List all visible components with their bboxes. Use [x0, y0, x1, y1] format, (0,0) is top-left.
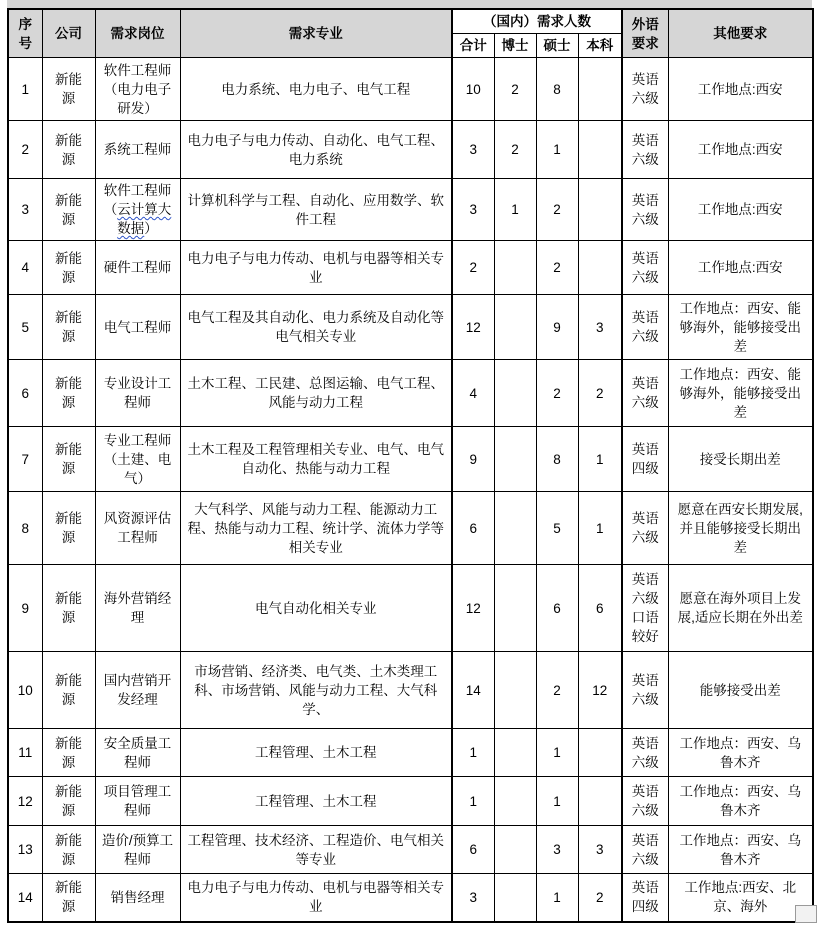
table-row — [8, 492, 813, 565]
header-demand-group: （国内）需求人数 — [452, 9, 622, 34]
cell-language: 英语六级 — [622, 826, 668, 874]
cell-phd — [494, 565, 536, 652]
cell-major: 电力电子与电力传动、电机与电器等相关专业 — [180, 874, 452, 922]
cell-master: 1 — [536, 729, 578, 777]
cell-phd — [494, 777, 536, 826]
position-text: ） — [144, 221, 158, 236]
cell-no: 1 — [8, 58, 42, 121]
cell-other: 工作地点:西安 — [668, 58, 813, 121]
cell-major: 计算机科学与工程、自动化、应用数学、软件工程 — [180, 179, 452, 241]
cell-company: 新能源 — [42, 826, 95, 874]
cell-master: 3 — [536, 826, 578, 874]
header-total: 合计 — [452, 34, 494, 58]
cell-language: 英语六级 — [622, 121, 668, 179]
cell-bachelor: 12 — [578, 652, 622, 729]
cell-phd — [494, 729, 536, 777]
cell-no: 11 — [8, 729, 42, 777]
cell-total: 14 — [452, 652, 494, 729]
cell-other: 工作地点：西安、能够海外，能够接受出差 — [668, 295, 813, 360]
cell-position: 项目管理工程师 — [95, 777, 180, 826]
header-company: 公司 — [42, 9, 95, 58]
cell-no: 3 — [8, 179, 42, 241]
header-bachelor: 本科 — [578, 34, 622, 58]
cell-other: 工作地点：西安、乌鲁木齐 — [668, 777, 813, 826]
cell-phd: 1 — [494, 179, 536, 241]
table-row — [8, 179, 813, 241]
cell-company: 新能源 — [42, 360, 95, 427]
cell-phd: 2 — [494, 121, 536, 179]
cell-position: 安全质量工程师 — [95, 729, 180, 777]
cell-bachelor: 2 — [578, 360, 622, 427]
cell-position — [95, 179, 180, 241]
cell-no: 10 — [8, 652, 42, 729]
cell-total: 1 — [452, 777, 494, 826]
cell-position: 软件工程师（电力电子研发） — [95, 58, 180, 121]
cell-master: 2 — [536, 179, 578, 241]
table-header — [8, 9, 813, 58]
cell-language: 英语四级 — [622, 427, 668, 492]
table-row — [8, 652, 813, 729]
table-row — [8, 427, 813, 492]
position-text: 软件工程师（ — [103, 183, 172, 217]
cell-position: 造价/预算工程师 — [95, 826, 180, 874]
table-row — [8, 58, 813, 121]
cell-position: 销售经理 — [95, 874, 180, 922]
cell-bachelor — [578, 179, 622, 241]
table-row — [8, 360, 813, 427]
cell-company: 新能源 — [42, 241, 95, 295]
cell-no: 5 — [8, 295, 42, 360]
cell-phd — [494, 492, 536, 565]
cell-total: 6 — [452, 826, 494, 874]
cell-major: 市场营销、经济类、电气类、土木类理工科、市场营销、风能与动力工程、大气科学、 — [180, 652, 452, 729]
header-row-1 — [8, 9, 813, 34]
cell-no: 8 — [8, 492, 42, 565]
cell-master: 2 — [536, 241, 578, 295]
cell-bachelor — [578, 729, 622, 777]
cell-company: 新能源 — [42, 729, 95, 777]
cell-language: 英语六级口语较好 — [622, 565, 668, 652]
cell-total: 12 — [452, 295, 494, 360]
cell-major: 土木工程及工程管理相关专业、电气、电气自动化、热能与动力工程 — [180, 427, 452, 492]
cell-master: 1 — [536, 777, 578, 826]
recruitment-table — [7, 8, 814, 923]
cell-master: 2 — [536, 360, 578, 427]
cell-company: 新能源 — [42, 565, 95, 652]
cell-no: 14 — [8, 874, 42, 922]
cell-master: 1 — [536, 874, 578, 922]
cell-other: 工作地点:西安 — [668, 179, 813, 241]
cell-position: 系统工程师 — [95, 121, 180, 179]
cell-company: 新能源 — [42, 58, 95, 121]
cell-no: 2 — [8, 121, 42, 179]
cell-language: 英语四级 — [622, 874, 668, 922]
cell-company: 新能源 — [42, 652, 95, 729]
table-row — [8, 241, 813, 295]
cell-phd — [494, 295, 536, 360]
table-resize-handle[interactable] — [795, 905, 817, 923]
cell-master: 9 — [536, 295, 578, 360]
cell-language: 英语六级 — [622, 241, 668, 295]
cell-major: 电力电子与电力传动、电机与电器等相关专业 — [180, 241, 452, 295]
cell-position: 海外营销经理 — [95, 565, 180, 652]
cell-bachelor — [578, 58, 622, 121]
table-row — [8, 565, 813, 652]
cell-bachelor: 2 — [578, 874, 622, 922]
cell-major: 工程管理、土木工程 — [180, 777, 452, 826]
cell-language: 英语六级 — [622, 492, 668, 565]
cell-company: 新能源 — [42, 179, 95, 241]
cell-language: 英语六级 — [622, 652, 668, 729]
cell-master: 8 — [536, 58, 578, 121]
cell-language: 英语六级 — [622, 729, 668, 777]
cell-bachelor: 1 — [578, 492, 622, 565]
table-row — [8, 295, 813, 360]
cell-company: 新能源 — [42, 492, 95, 565]
cell-major: 大气科学、风能与动力工程、能源动力工程、热能与动力工程、统计学、流体力学等相关专业 — [180, 492, 452, 565]
cell-no: 13 — [8, 826, 42, 874]
cell-other: 工作地点:西安 — [668, 241, 813, 295]
cell-language: 英语六级 — [622, 58, 668, 121]
cell-major: 电力电子与电力传动、自动化、电气工程、电力系统 — [180, 121, 452, 179]
cell-company: 新能源 — [42, 874, 95, 922]
header-major: 需求专业 — [180, 9, 452, 58]
cell-total: 6 — [452, 492, 494, 565]
cell-major: 电气自动化相关专业 — [180, 565, 452, 652]
cell-total: 1 — [452, 729, 494, 777]
table-row — [8, 729, 813, 777]
cell-position: 专业工程师（土建、电气） — [95, 427, 180, 492]
cell-position: 国内营销开发经理 — [95, 652, 180, 729]
cell-major: 工程管理、土木工程 — [180, 729, 452, 777]
cell-master: 2 — [536, 652, 578, 729]
cell-phd — [494, 427, 536, 492]
cell-language: 英语六级 — [622, 179, 668, 241]
cell-phd: 2 — [494, 58, 536, 121]
cell-language: 英语六级 — [622, 360, 668, 427]
cell-other: 工作地点：西安、乌鲁木齐 — [668, 826, 813, 874]
cell-bachelor: 6 — [578, 565, 622, 652]
cell-company: 新能源 — [42, 427, 95, 492]
table-row — [8, 826, 813, 874]
cell-other: 能够接受出差 — [668, 652, 813, 729]
cell-total: 10 — [452, 58, 494, 121]
cell-phd — [494, 826, 536, 874]
cell-other: 工作地点：西安、乌鲁木齐 — [668, 729, 813, 777]
cell-position: 专业设计工程师 — [95, 360, 180, 427]
cell-total: 9 — [452, 427, 494, 492]
cell-major: 电气工程及其自动化、电力系统及自动化等电气相关专业 — [180, 295, 452, 360]
cell-total: 3 — [452, 179, 494, 241]
cell-master: 8 — [536, 427, 578, 492]
cell-master: 1 — [536, 121, 578, 179]
cell-language: 英语六级 — [622, 777, 668, 826]
cell-master: 6 — [536, 565, 578, 652]
cell-major: 电力系统、电力电子、电气工程 — [180, 58, 452, 121]
header-language: 外语要求 — [622, 9, 668, 58]
cell-master: 5 — [536, 492, 578, 565]
cell-bachelor: 1 — [578, 427, 622, 492]
cell-total: 12 — [452, 565, 494, 652]
misspelled-text-wavy-underline: 云计算大数据 — [117, 202, 172, 236]
cell-position: 电气工程师 — [95, 295, 180, 360]
header-phd: 博士 — [494, 34, 536, 58]
table-row — [8, 874, 813, 922]
cell-total: 2 — [452, 241, 494, 295]
header-master: 硕士 — [536, 34, 578, 58]
cell-position: 风资源评估工程师 — [95, 492, 180, 565]
cell-bachelor — [578, 121, 622, 179]
cell-major: 土木工程、工民建、总图运输、电气工程、风能与动力工程 — [180, 360, 452, 427]
cell-phd — [494, 652, 536, 729]
table-body — [8, 58, 813, 922]
cell-no: 12 — [8, 777, 42, 826]
cell-other: 工作地点：西安、能够海外，能够接受出差 — [668, 360, 813, 427]
cell-phd — [494, 874, 536, 922]
cell-total: 3 — [452, 121, 494, 179]
cell-other: 愿意在海外项目上发展,适应长期在外出差 — [668, 565, 813, 652]
table-row — [8, 121, 813, 179]
cell-bachelor: 3 — [578, 826, 622, 874]
cell-phd — [494, 241, 536, 295]
cropped-row-above — [7, 0, 812, 8]
cell-no: 6 — [8, 360, 42, 427]
cell-phd — [494, 360, 536, 427]
cell-other: 工作地点:西安 — [668, 121, 813, 179]
cell-language: 英语六级 — [622, 295, 668, 360]
cell-other: 愿意在西安长期发展,并且能够接受长期出差 — [668, 492, 813, 565]
cell-company: 新能源 — [42, 295, 95, 360]
cell-bachelor — [578, 241, 622, 295]
cell-no: 4 — [8, 241, 42, 295]
header-other: 其他要求 — [668, 9, 813, 58]
cell-major: 工程管理、技术经济、工程造价、电气相关等专业 — [180, 826, 452, 874]
cell-company: 新能源 — [42, 121, 95, 179]
header-no: 序号 — [8, 9, 42, 58]
cell-total: 3 — [452, 874, 494, 922]
cell-bachelor: 3 — [578, 295, 622, 360]
cell-total: 4 — [452, 360, 494, 427]
cell-position: 硬件工程师 — [95, 241, 180, 295]
cell-bachelor — [578, 777, 622, 826]
table-row — [8, 777, 813, 826]
cell-company: 新能源 — [42, 777, 95, 826]
cell-other: 接受长期出差 — [668, 427, 813, 492]
cell-no: 7 — [8, 427, 42, 492]
cell-other: 工作地点:西安、北京、海外 — [668, 874, 813, 922]
cell-no: 9 — [8, 565, 42, 652]
header-position: 需求岗位 — [95, 9, 180, 58]
